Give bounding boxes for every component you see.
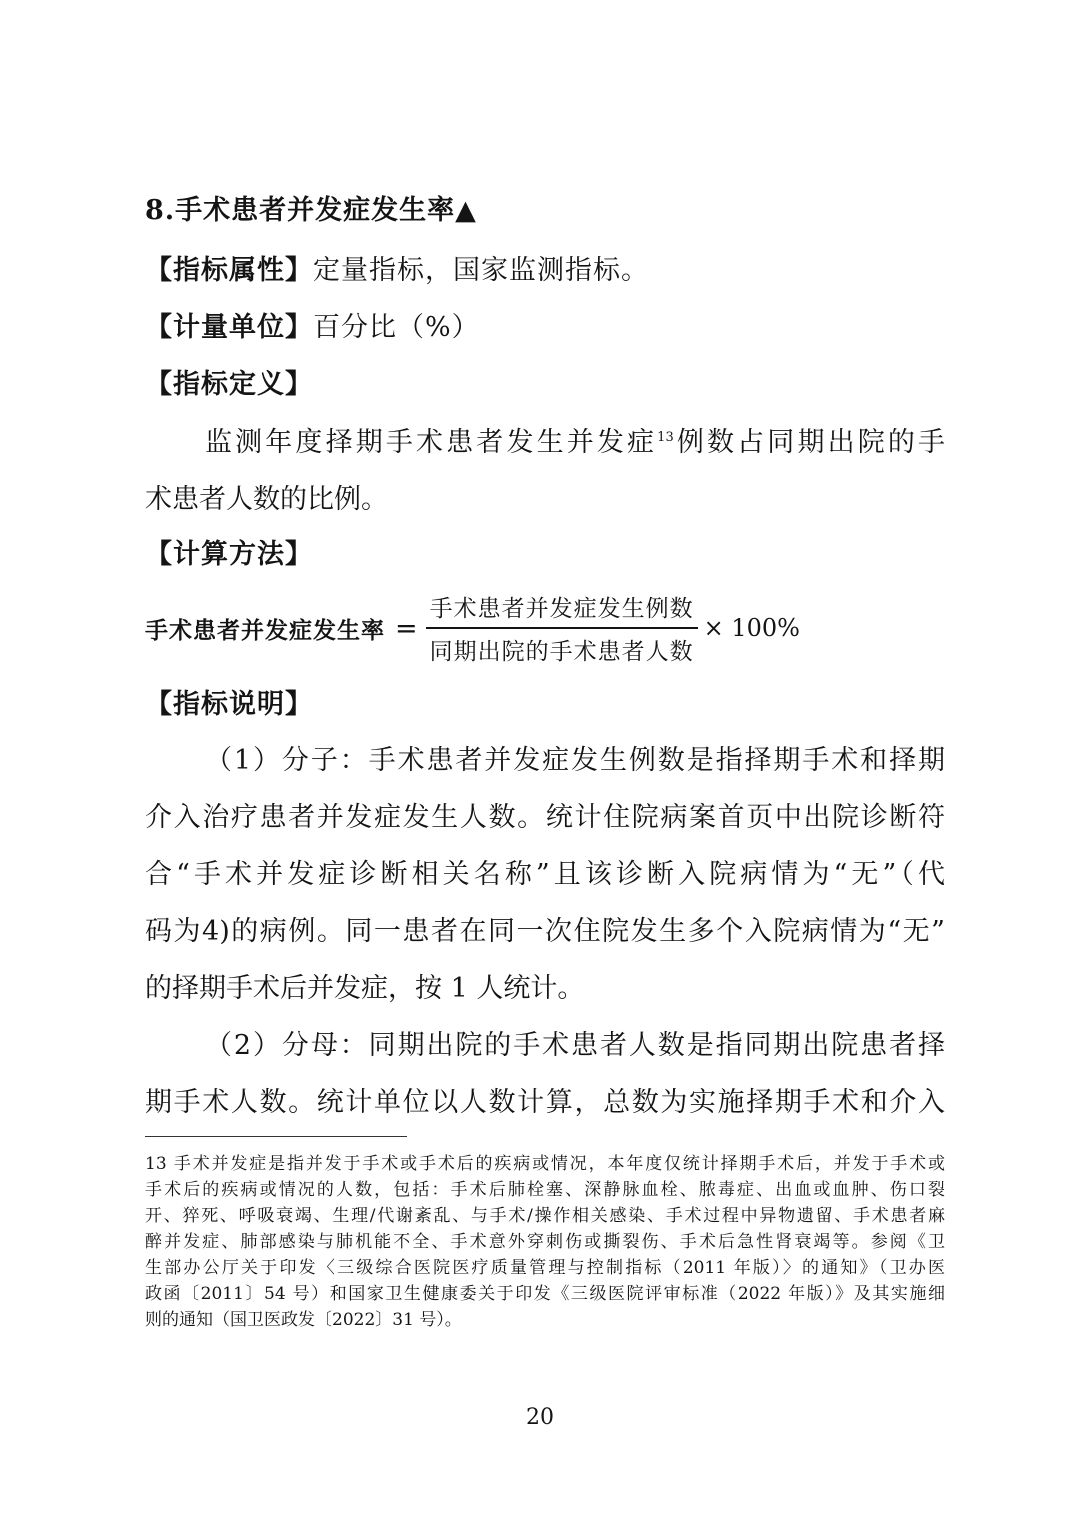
footnote-line: 政函〔2011〕54 号）和国家卫生健康委关于印发《三级医院评审标准（2022 年版）》及其实施细 (145, 1284, 945, 1304)
formula-lhs: 手术患者并发症发生率 (145, 616, 385, 644)
denominator-line: （2）分母：同期出院的手术患者人数是指同期出院患者择 (205, 1030, 945, 1061)
definition-heading: 【指标定义】 (145, 369, 313, 400)
footnote-line: 生部办公厅关于印发〈三级综合医院医疗质量管理与控制指标（2011 年版）〉的通知》（卫办医 (145, 1258, 945, 1278)
numerator-line: 的择期手术后并发症，按 1 人统计。 (145, 973, 585, 1004)
footnote-line: 开、猝死、呼吸衰竭、生理/代谢紊乱、与手术/操作相关感染、手术过程中异物遗留、手术患者麻 (145, 1206, 945, 1226)
attribute-label: 【指标属性】 (145, 255, 313, 286)
unit-value: 百分比（%） (313, 312, 480, 343)
denominator-line: 期手术人数。统计单位以人数计算，总数为实施择期手术和介入 (145, 1087, 945, 1118)
definition-line-1: 监测年度择期手术患者发生并发症$^{13}$例数占同期出院的手 (205, 427, 946, 458)
numerator-line: （1）分子：手术患者并发症发生例数是指择期手术和择期 (205, 745, 945, 776)
footnote-line: 则的通知（国卫医政发〔2022〕31 号）。 (145, 1310, 462, 1330)
footnote-line: 手术后的疾病或情况的人数，包括：手术后肺栓塞、深静脉血栓、脓毒症、出血或血肿、伤口裂 (145, 1180, 945, 1200)
indicator-attribute (145, 248, 649, 287)
rate-formula (145, 588, 800, 668)
formula-numerator: 手术患者并发症发生例数 (429, 596, 694, 622)
formula-denominator: 同期出院的手术患者人数 (429, 639, 694, 665)
footnote-line: 13 手术并发症是指并发于手术或手术后的疾病或情况，本年度仅统计择期手术后，并发于手术或 (145, 1154, 945, 1174)
footnote-ref[interactable]: 13 (657, 430, 674, 445)
numerator-line: 介入治疗患者并发症发生人数。统计住院病案首页中出院诊断符 (145, 802, 945, 833)
numerator-line: 码为4)的病例。同一患者在同一次住院发生多个入院病情为“无” (145, 916, 945, 947)
measurement-unit (145, 305, 480, 344)
explanation-heading: 【指标说明】 (145, 689, 313, 720)
fraction-bar (426, 627, 698, 629)
unit-label: 【计量单位】 (145, 312, 313, 343)
formula-multiplier: × 100% (703, 614, 800, 642)
definition-line-2: 术患者人数的比例。 (145, 484, 388, 515)
formula-equals: = (395, 612, 418, 644)
method-heading: 【计算方法】 (145, 539, 313, 570)
section-heading: 8.手术患者并发症发生率▲ (145, 195, 477, 226)
numerator-line: 合“手术并发症诊断相关名称”且该诊断入院病情为“无”（代 (145, 859, 945, 890)
footnote-line: 醉并发症、肺部感染与肺机能不全、手术意外穿刺伤或撕裂伤、手术后急性肾衰竭等。参阅《卫 (145, 1232, 945, 1252)
attribute-value: 定量指标，国家监测指标。 (313, 255, 649, 286)
page-number: 20 (526, 1405, 554, 1430)
formula-fraction (426, 590, 698, 666)
footnote-divider (145, 1136, 407, 1137)
